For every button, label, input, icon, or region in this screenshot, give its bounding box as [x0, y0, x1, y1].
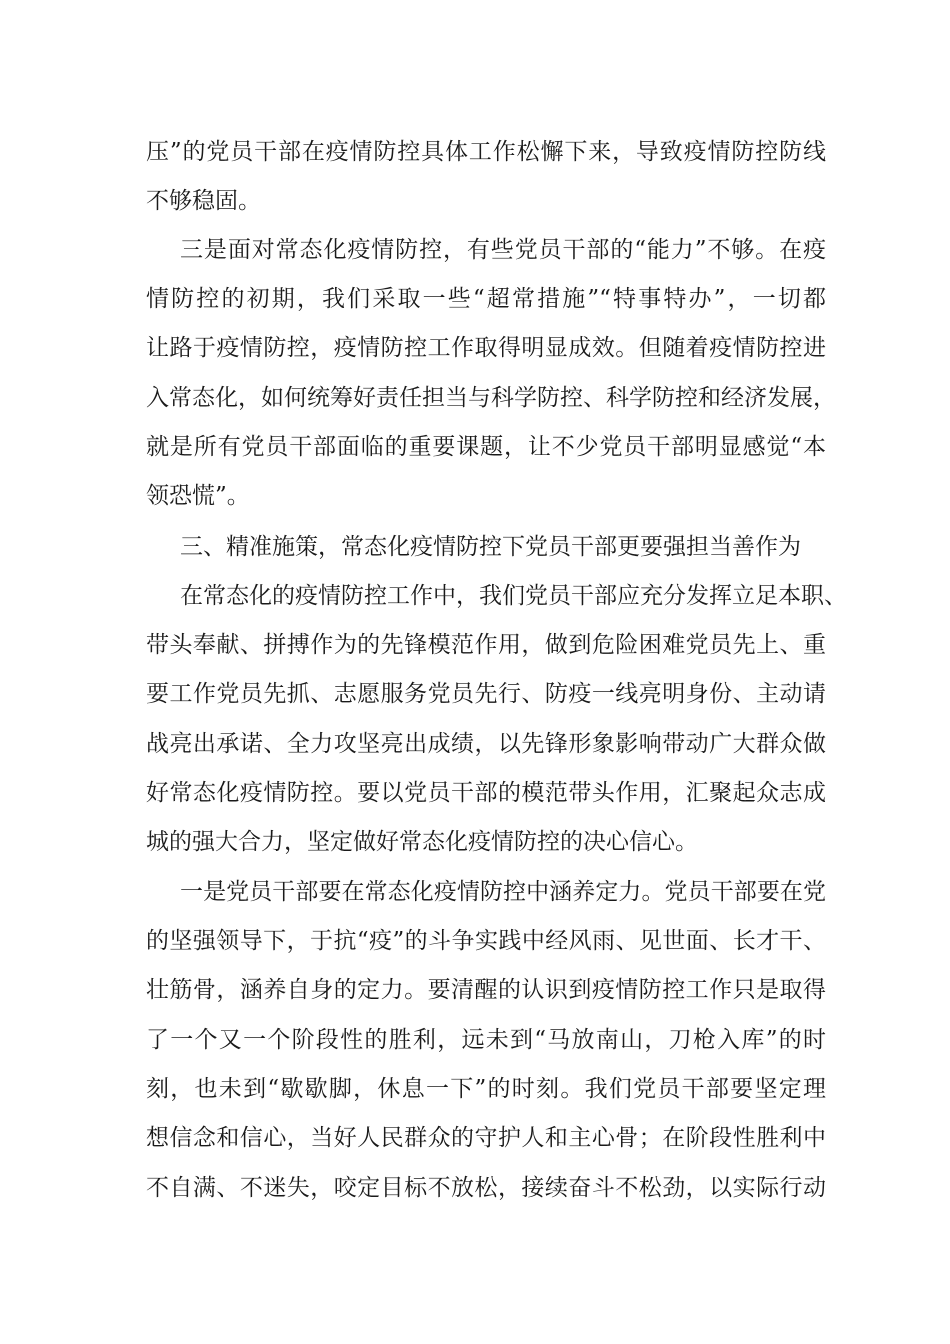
text-line: 壮筋骨，涵养自身的定力。要清醒的认识到疫情防控工作只是取得: [146, 977, 826, 1003]
paragraph-start-line: 一是党员干部要在常态化疫情防控中涵养定力。党员干部要在党: [180, 879, 826, 905]
text-line: 领恐慌”。: [146, 483, 250, 509]
text-line: 不自满、不迷失，咬定目标不放松，接续奋斗不松劲，以实际行动: [146, 1175, 826, 1201]
text-line: 的坚强领导下，于抗“疫”的斗争实践中经风雨、见世面、长才干、: [146, 928, 826, 954]
text-line: 不够稳固。: [146, 188, 261, 214]
text-line: 刻，也未到“歇歇脚，休息一下”的时刻。我们党员干部要坚定理: [146, 1076, 826, 1102]
text-line: 城的强大合力，坚定做好常态化疫情防控的决心信心。: [146, 829, 698, 855]
text-line: 好常态化疫情防控。要以党员干部的模范带头作用，汇聚起众志成: [146, 780, 826, 806]
paragraph-start-line: 三是面对常态化疫情防控，有些党员干部的“能力”不够。在疫: [180, 237, 826, 263]
text-line: 情防控的初期，我们采取一些“超常措施”“特事特办”，一切都: [146, 286, 826, 312]
text-line: 战亮出承诺、全力攻坚亮出成绩，以先锋形象影响带动广大群众做: [146, 731, 826, 757]
text-line: 入常态化，如何统筹好责任担当与科学防控、科学防控和经济发展，: [146, 385, 836, 411]
text-line: 就是所有党员干部面临的重要课题，让不少党员干部明显感觉“本: [146, 434, 826, 460]
text-line: 要工作党员先抓、志愿服务党员先行、防疫一线亮明身份、主动请: [146, 681, 826, 707]
section-heading: 三、精准施策，常态化疫情防控下党员干部更要强担当善作为: [180, 534, 801, 560]
paragraph-start-line: 在常态化的疫情防控工作中，我们党员干部应充分发挥立足本职、: [180, 583, 847, 609]
text-line: 想信念和信心，当好人民群众的守护人和主心骨；在阶段性胜利中: [146, 1125, 826, 1151]
text-line: 压”的党员干部在疫情防控具体工作松懈下来，导致疫情防控防线: [146, 139, 826, 165]
text-line: 让路于疫情防控，疫情防控工作取得明显成效。但随着疫情防控进: [146, 335, 826, 361]
text-line: 带头奉献、拼搏作为的先锋模范作用，做到危险困难党员先上、重: [146, 632, 826, 658]
text-line: 了一个又一个阶段性的胜利，远未到“马放南山，刀枪入库”的时: [146, 1027, 826, 1053]
